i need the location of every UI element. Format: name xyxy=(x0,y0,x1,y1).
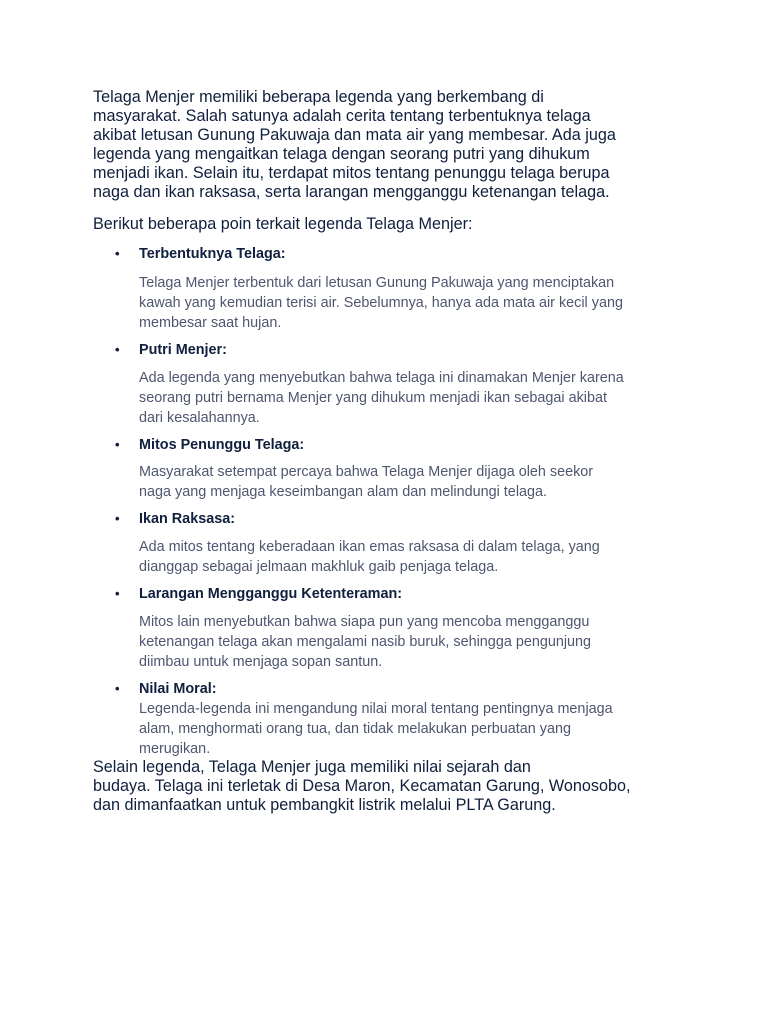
description-line: seorang putri bernama Menjer yang dihukum menjadi ikan sebagai akibat xyxy=(139,390,607,406)
description-line: diimbau untuk menjaga sopan santun. xyxy=(139,654,383,670)
list-item-title-text: Larangan Mengganggu Ketenteraman: xyxy=(139,586,403,602)
description-line: merugikan. xyxy=(139,741,211,757)
description-line: Mitos lain menyebutkan bahwa siapa pun yang mencoba mengganggu xyxy=(139,614,590,630)
intro-line: legenda yang mengaitkan telaga dengan seorang putri yang dihukum xyxy=(93,145,590,163)
list-item-description xyxy=(139,612,679,672)
list-item-title xyxy=(115,680,217,698)
description-line: naga yang menjaga keseimbangan alam dan melindungi telaga. xyxy=(139,484,548,500)
list-item-description xyxy=(139,699,679,759)
bullet-icon: • xyxy=(115,511,120,526)
closing-line: Selain legenda, Telaga Menjer juga memiliki nilai sejarah dan xyxy=(93,758,531,776)
intro-line: menjadi ikan. Selain itu, terdapat mitos tentang penunggu telaga berupa xyxy=(93,164,610,182)
description-line: Ada legenda yang menyebutkan bahwa telaga ini dinamakan Menjer karena xyxy=(139,370,624,386)
intro-line: Telaga Menjer memiliki beberapa legenda yang berkembang di xyxy=(93,88,544,106)
list-item-title-text: Mitos Penunggu Telaga: xyxy=(139,437,305,453)
list-item-description xyxy=(139,273,679,333)
list-item-title xyxy=(115,510,235,528)
list-item-title-text: Nilai Moral: xyxy=(139,681,217,697)
intro-paragraph xyxy=(93,88,693,202)
description-line: Legenda-legenda ini mengandung nilai moral tentang pentingnya menjaga xyxy=(139,701,613,717)
list-item-title xyxy=(115,436,305,454)
list-item-description xyxy=(139,462,679,502)
bullet-icon: • xyxy=(115,586,120,601)
description-line: Ada mitos tentang keberadaan ikan emas raksasa di dalam telaga, yang xyxy=(139,539,600,555)
list-item-description xyxy=(139,537,679,577)
closing-line: budaya. Telaga ini terletak di Desa Maron, Kecamatan Garung, Wonosobo, xyxy=(93,777,631,795)
description-line: kawah yang kemudian terisi air. Sebelumnya, hanya ada mata air kecil yang xyxy=(139,295,623,311)
description-line: Telaga Menjer terbentuk dari letusan Gunung Pakuwaja yang menciptakan xyxy=(139,275,615,291)
description-line: Masyarakat setempat percaya bahwa Telaga Menjer dijaga oleh seekor xyxy=(139,464,594,480)
list-item-title xyxy=(115,245,286,263)
description-line: dari kesalahannya. xyxy=(139,410,260,426)
closing-line: dan dimanfaatkan untuk pembangkit listrik melalui PLTA Garung. xyxy=(93,796,556,814)
list-item-title-text: Putri Menjer: xyxy=(139,342,227,358)
description-line: membesar saat hujan. xyxy=(139,315,282,331)
closing-paragraph xyxy=(93,758,693,815)
intro-line: naga dan ikan raksasa, serta larangan mengganggu ketenangan telaga. xyxy=(93,183,610,201)
description-line: ketenangan telaga akan mengalami nasib buruk, sehingga pengunjung xyxy=(139,634,592,650)
description-line: dianggap sebagai jelmaan makhluk gaib penjaga telaga. xyxy=(139,559,499,575)
description-line: alam, menghormati orang tua, dan tidak melakukan perbuatan yang xyxy=(139,721,571,737)
intro-line: akibat letusan Gunung Pakuwaja dan mata air yang membesar. Ada juga xyxy=(93,126,616,144)
list-item-title-text: Terbentuknya Telaga: xyxy=(139,246,286,262)
bullet-icon: • xyxy=(115,437,120,452)
bullet-icon: • xyxy=(115,246,120,261)
intro-line: masyarakat. Salah satunya adalah cerita tentang terbentuknya telaga xyxy=(93,107,591,125)
list-item-title xyxy=(115,341,227,359)
lead-sentence: Berikut beberapa poin terkait legenda Telaga Menjer: xyxy=(93,215,473,233)
bullet-icon: • xyxy=(115,342,120,357)
list-item-description xyxy=(139,368,679,428)
list-item-title-text: Ikan Raksasa: xyxy=(139,511,235,527)
bullet-icon: • xyxy=(115,681,120,696)
list-item-title xyxy=(115,585,403,603)
